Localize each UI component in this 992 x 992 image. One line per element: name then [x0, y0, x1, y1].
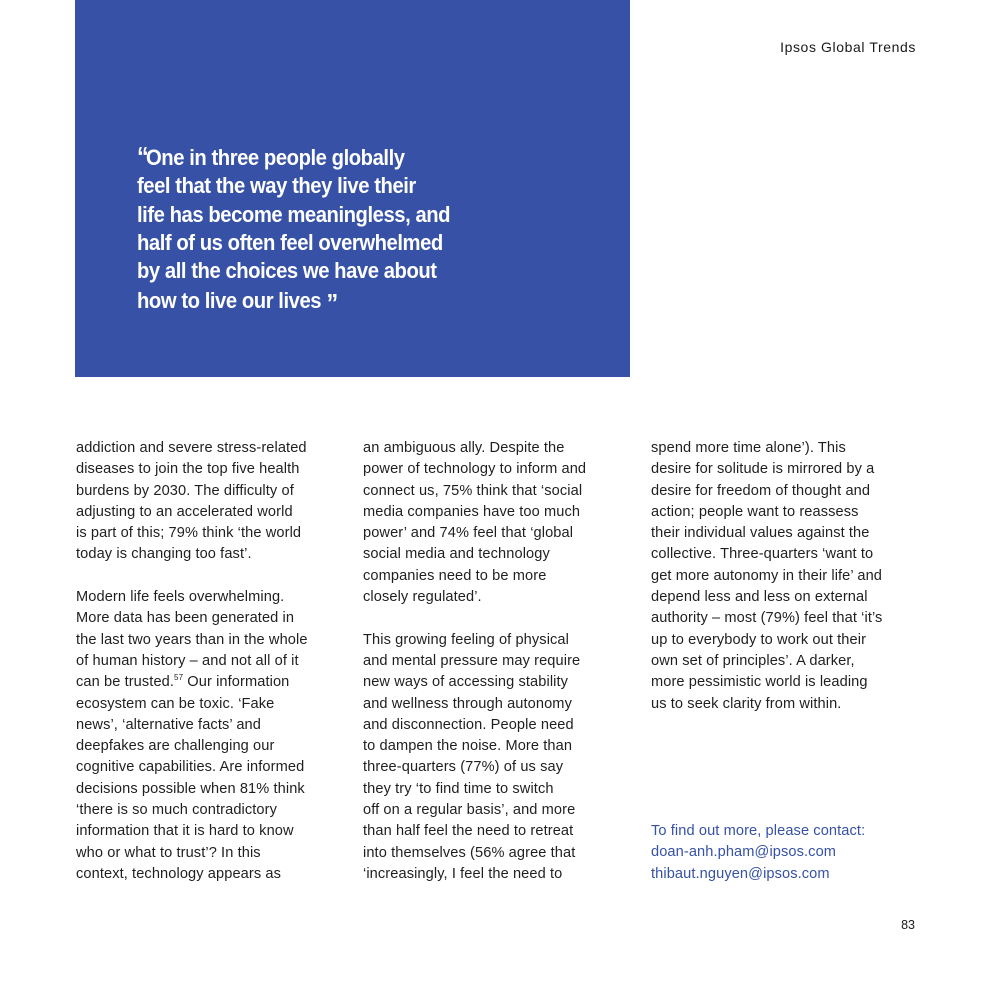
- text-line: into themselves (56% agree that: [363, 844, 576, 861]
- text-line: of human history – and not all of it: [76, 652, 299, 669]
- pull-quote: [137, 141, 533, 319]
- text-line: get more autonomy in their life’ and: [651, 567, 883, 584]
- text-line: companies need to be more: [363, 567, 547, 584]
- body-column-2: [363, 438, 631, 907]
- text-line: than half feel the need to retreat: [363, 823, 574, 840]
- text-line: cognitive capabilities. Are informed: [76, 759, 305, 776]
- text-line: deepfakes are challenging our: [76, 738, 275, 755]
- text-line: own set of principles’. A darker,: [651, 652, 855, 669]
- text-line: connect us, 75% think that ‘social: [363, 482, 583, 499]
- text-line: and mental pressure may require: [363, 652, 581, 669]
- contact-block: [651, 821, 921, 885]
- text-line: authority – most (79%) feel that ‘it’s: [651, 610, 883, 627]
- text-line: Modern life feels overwhelming.: [76, 589, 285, 606]
- text-fragment: Our information: [183, 674, 290, 691]
- text-line: and disconnection. People need: [363, 716, 574, 733]
- page-number: 83: [901, 918, 915, 932]
- text-line: is part of this; 79% think ‘the world: [76, 525, 302, 542]
- text-line: desire for freedom of thought and: [651, 482, 871, 499]
- contact-email-link[interactable]: thibaut.nguyen@ipsos.com: [651, 865, 830, 882]
- quote-line: by all the choices we have about: [137, 258, 437, 284]
- text-line: diseases to join the top five health: [76, 461, 300, 478]
- text-line: information that it is hard to know: [76, 823, 294, 840]
- running-head: Ipsos Global Trends: [780, 39, 916, 55]
- open-quote-mark: “: [137, 141, 146, 171]
- quote-line: One in three people globally: [146, 145, 405, 170]
- contact-heading: To find out more, please contact:: [651, 823, 866, 839]
- footnote-marker: 57: [174, 673, 184, 683]
- text-line: ‘there is so much contradictory: [76, 802, 278, 819]
- text-line: three-quarters (77%) of us say: [363, 759, 564, 776]
- text-line: action; people want to reassess: [651, 503, 859, 520]
- text-line: up to everybody to work out their: [651, 631, 867, 648]
- text-line: ‘increasingly, I feel the need to: [363, 865, 563, 882]
- text-line: addiction and severe stress-related: [76, 440, 307, 456]
- quote-line: feel that the way they live their: [137, 173, 416, 199]
- text-line: to dampen the noise. More than: [363, 738, 573, 755]
- text-fragment: can be trusted.: [76, 674, 175, 691]
- text-line: collective. Three-quarters ‘want to: [651, 546, 874, 563]
- body-column-3: [651, 438, 919, 736]
- text-line: new ways of accessing stability: [363, 674, 569, 691]
- text-line: social media and technology: [363, 546, 550, 563]
- body-column-1: [76, 438, 344, 907]
- text-line: More data has been generated in: [76, 610, 295, 627]
- quote-line: life has become meaningless, and: [137, 201, 451, 227]
- text-line: more pessimistic world is leading: [651, 674, 868, 691]
- paragraph: [363, 630, 631, 886]
- quote-line: how to live our lives: [137, 288, 322, 314]
- text-line: their individual values against the: [651, 525, 870, 542]
- text-line: us to seek clarity from within.: [651, 695, 842, 712]
- text-line: the last two years than in the whole: [76, 631, 308, 648]
- text-line: media companies have too much: [363, 503, 581, 520]
- contact-email-link[interactable]: doan-anh.pham@ipsos.com: [651, 844, 837, 861]
- paragraph: [363, 438, 631, 608]
- text-line: desire for solitude is mirrored by a: [651, 461, 875, 478]
- pull-quote-box: [75, 0, 630, 377]
- text-line: This growing feeling of physical: [363, 631, 569, 648]
- text-line: decisions possible when 81% think: [76, 780, 305, 797]
- quote-line: half of us often feel overwhelmed: [137, 229, 443, 255]
- text-line: today is changing too fast’.: [76, 546, 252, 563]
- text-line: closely regulated’.: [363, 589, 482, 606]
- text-line: depend less and less on external: [651, 589, 868, 606]
- text-line: spend more time alone’). This: [651, 440, 846, 456]
- text-line: adjusting to an accelerated world: [76, 503, 293, 520]
- text-line: news’, ‘alternative facts’ and: [76, 716, 261, 733]
- text-line: an ambiguous ally. Despite the: [363, 440, 565, 456]
- text-line: burdens by 2030. The difficulty of: [76, 482, 294, 499]
- text-line: ecosystem can be toxic. ‘Fake: [76, 695, 275, 712]
- paragraph: [76, 587, 344, 885]
- text-line: power of technology to inform and: [363, 461, 587, 478]
- close-quote-mark: ”: [326, 288, 336, 319]
- text-line: and wellness through autonomy: [363, 695, 572, 712]
- text-line: [76, 672, 344, 693]
- paragraph: [76, 438, 344, 566]
- text-line: who or what to trust’? In this: [76, 844, 261, 861]
- paragraph: [651, 438, 919, 715]
- text-line: they try ‘to find time to switch: [363, 780, 554, 797]
- text-line: context, technology appears as: [76, 865, 282, 882]
- text-line: off on a regular basis’, and more: [363, 802, 576, 819]
- text-line: power’ and 74% feel that ‘global: [363, 525, 574, 542]
